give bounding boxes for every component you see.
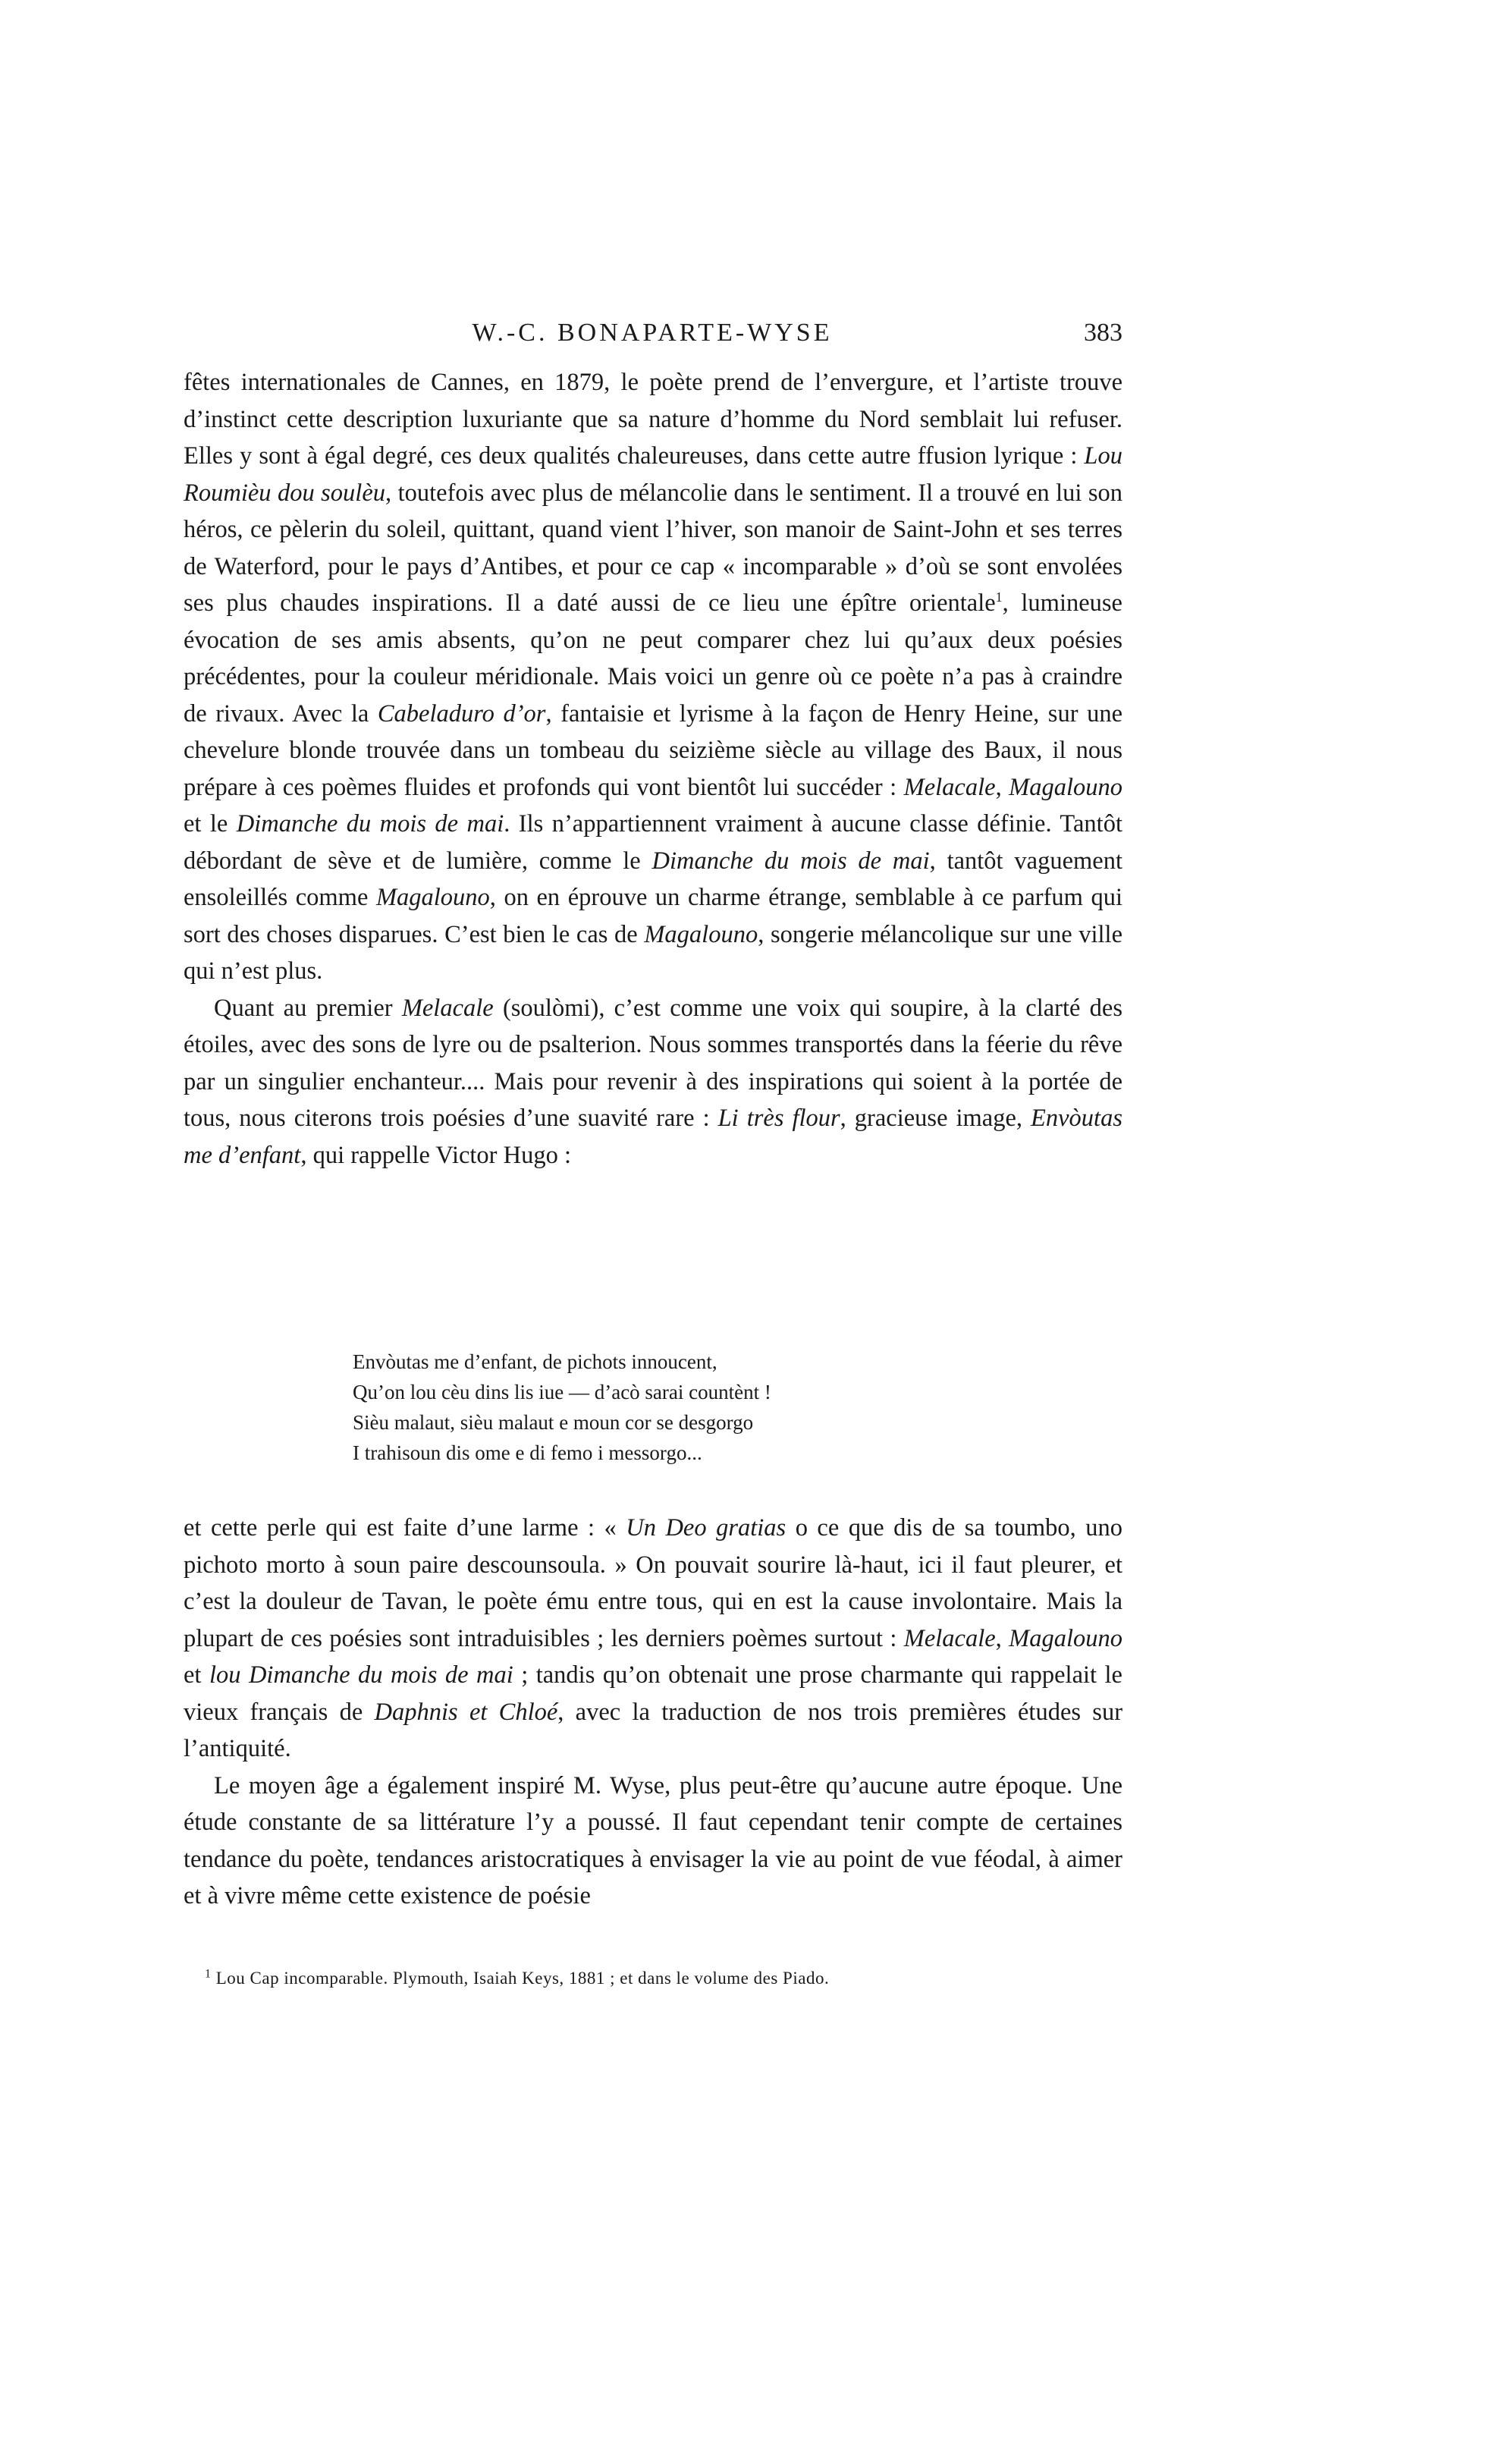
italic-title: Melacale <box>401 994 494 1022</box>
paragraph-1 <box>184 364 1122 990</box>
italic-title: Un Deo gratias <box>626 1514 786 1542</box>
paragraph-4: Le moyen âge a également inspiré M. Wyse, plus peut-être qu’aucune autre époque. Une étude constante de sa littérature l’y a poussé. Il faut cependant tenir compte de certaines tendance du poète, tendances aristocratiques à envisager la vie au point de vue féodal, à aimer et à vivre même cette existence de poésie <box>184 1771 1122 1909</box>
footnote-number: 1 <box>205 1967 212 1981</box>
text-run: , tantôt vaguement ensoleillés comme <box>184 847 1122 911</box>
text-run: o ce que dis de sa toumbo, uno pichoto morto à soun paire descounsoula. » On pouvait sourire là-haut, ici il faut pleurer, et c’est la douleur de Tavan, le poète ému entre tous, qui en est la cause involontaire. Mais la plupart de ces poésies sont intraduisibles ; les derniers poèmes surtout : <box>184 1514 1122 1652</box>
running-head: W.-C. BONAPARTE-WYSE <box>472 319 833 347</box>
text-run: Quant au premier <box>214 994 402 1022</box>
page-header <box>182 319 1122 364</box>
paragraph-2 <box>184 990 1122 1174</box>
italic-title: Daphnis et Chloé <box>374 1698 558 1726</box>
verse-line: Sièu malaut, sièu malaut e moun cor se desgorgo <box>353 1411 754 1434</box>
text-run: ; tandis qu’on obtenait une prose charmante qui rappelait le vieux français de <box>184 1661 1122 1726</box>
verse-line: I trahisoun dis ome e di femo i messorgo... <box>353 1441 702 1464</box>
text-run: fêtes internationales de Cannes, en 1879, le poète prend de l’envergure, et l’artiste trouve d’instinct cette description luxuriante que sa nature d’homme du Nord semblait lui refuser. Elles y sont à égal degré, ces deux qualités chaleureuses, dans cette autre ffusion lyrique : <box>184 369 1122 470</box>
footnote-text: Lou Cap incomparable. Plymouth, Isaiah Keys, 1881 ; et dans le volume des Piado. <box>211 1969 830 1988</box>
text-run: , toutefois avec plus de mélancolie dans le sentiment. Il a trouvé en lui son héros, ce pèlerin du soleil, quittant, quand vient l’hiver, son manoir de Saint-John et ses terres de Waterford, pour le pays d’Antibes, et pour ce cap « incomparable » d’où se sont envolées ses plus chaudes inspirations. Il a daté aussi de ce lieu une épître orientale <box>184 479 1122 617</box>
text-run: , <box>995 773 1009 801</box>
italic-title: lou Dimanche du mois de mai <box>209 1661 513 1689</box>
italic-title: Magalouno <box>375 884 490 911</box>
main-text-upper <box>184 364 1122 1174</box>
italic-title: Cabeladuro d’or <box>377 699 546 728</box>
text-run: et cette perle qui est faite d’une larme : « <box>184 1514 626 1542</box>
text-run: , <box>995 1624 1009 1652</box>
italic-title: Magalouno <box>1009 773 1123 801</box>
italic-title: Melacale <box>903 773 996 801</box>
text-run: (soulòmi), c’est comme une voix qui soupire, à la clarté des étoiles, avec des sons de lyre ou de psalterion. Nous sommes transportés dans la féerie du rêve par un singulier enchanteur.... Mais pour revenir à des inspirations qui soient à la portée de tous, nous citerons trois poésies d’une suavité rare : <box>184 994 1123 1132</box>
italic-title: Melacale <box>903 1624 996 1652</box>
text-run: et le <box>184 810 237 838</box>
text-run: . Ils n’appartiennent vraiment à aucune classe définie. Tantôt débordant de sève et de lumière, comme le <box>184 810 1122 875</box>
verse-line: Envòutas me d’enfant, de pichots innoucent, <box>353 1350 717 1373</box>
text-run: , songerie mélancolique sur une ville qui n’est plus. <box>184 920 1122 985</box>
page-number: 383 <box>1084 319 1122 347</box>
verse-line: Qu’on lou cèu dins lis iue — d’acò sarai countènt ! <box>353 1381 771 1403</box>
text-run: , fantaisie et lyrisme à la façon de Henry Heine, sur une chevelure blonde trouvée dans un tombeau du seizième siècle au village des Baux, il nous prépare à ces poèmes fluides et profonds qui vont bientôt lui succéder : <box>184 699 1123 801</box>
italic-title: Lou Roumièu dou soulèu <box>184 442 1122 507</box>
text-run: , qui rappelle Victor Hugo : <box>300 1141 572 1169</box>
main-text-lower <box>184 1510 1122 1915</box>
text-run: et <box>184 1661 209 1689</box>
italic-title: Envòutas me d’enfant <box>184 1105 1122 1169</box>
italic-title: Magalouno <box>644 920 758 948</box>
italic-title: Magalouno <box>1009 1624 1123 1652</box>
text-run: , gracieuse image, <box>840 1105 1031 1132</box>
text-run: , on en éprouve un charme étrange, semblable à ce parfum qui sort des choses disparues. C’est bien le cas de <box>184 884 1122 948</box>
italic-title: Li très flour <box>717 1105 840 1132</box>
italic-title: Dimanche du mois de mai <box>651 847 930 875</box>
paragraph-3 <box>184 1510 1122 1768</box>
italic-title: Dimanche du mois de mai <box>236 810 504 838</box>
verse-quotation <box>353 1347 1035 1468</box>
footnote <box>205 1966 1122 1991</box>
text-run: , avec la traduction de nos trois premières études sur l’antiquité. <box>184 1698 1123 1762</box>
footnote-reference: 1 <box>995 589 1003 605</box>
text-run: , lumineuse évocation de ses amis absents, qu’on ne peut comparer chez lui qu’aux deux poésies précédentes, pour la couleur méridionale. Mais voici un genre où ce poète n’a pas à craindre de rivaux. Avec la <box>184 589 1122 728</box>
